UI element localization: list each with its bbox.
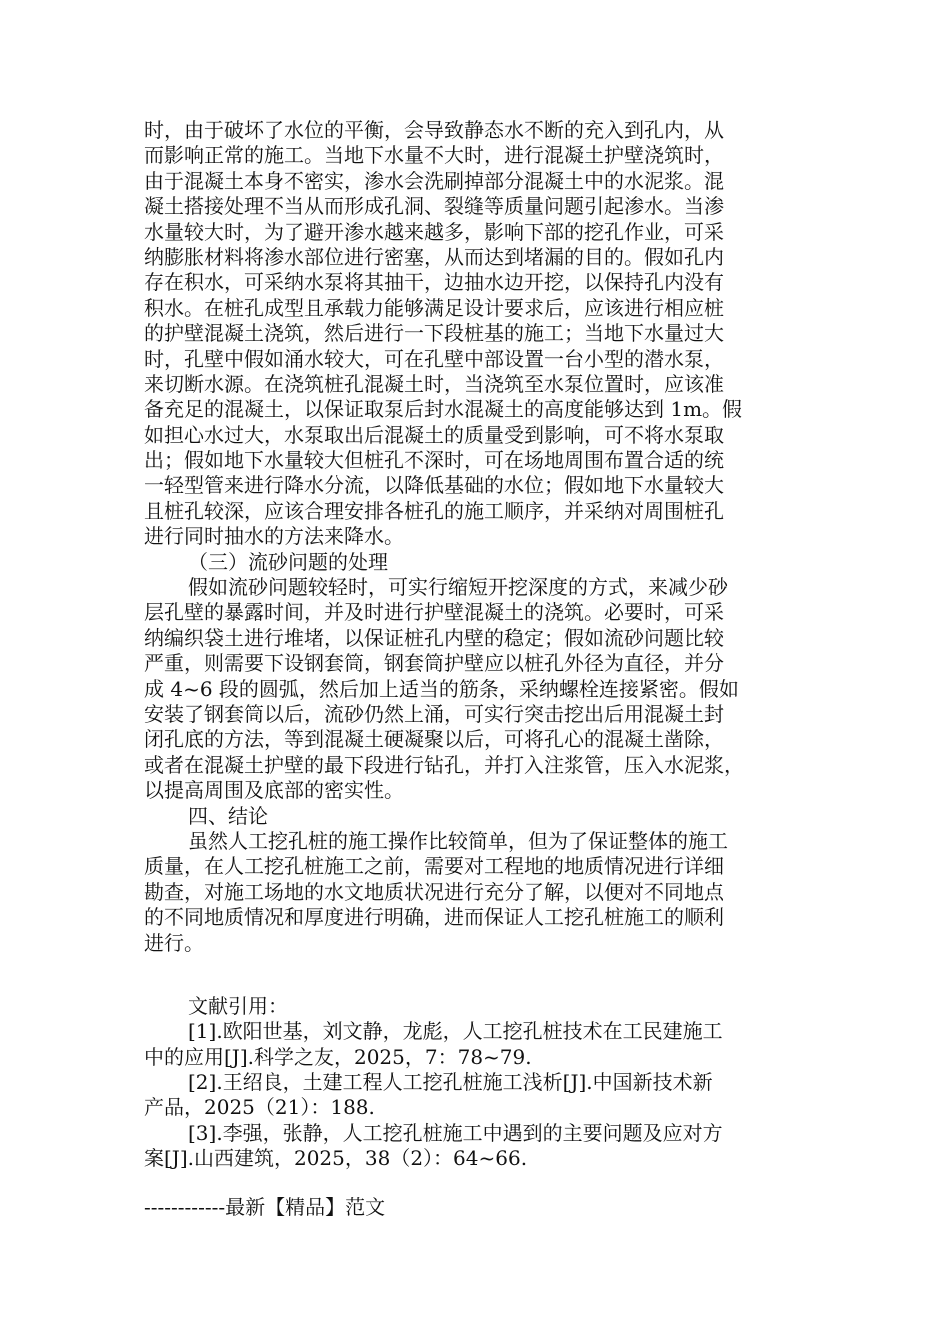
section-heading-sand: （三）流砂问题的处理 — [188, 549, 388, 574]
section-heading-conclusion: 四、结论 — [188, 803, 268, 828]
paragraph-quicksand — [144, 575, 814, 804]
text-line: 的护壁混凝土浇筑，然后进行一下段桩基的施工；当地下水量过大 — [144, 321, 724, 346]
text-line: 质量，在人工挖孔桩施工之前，需要对工程地的地质情况进行详细 — [144, 854, 724, 879]
reference-line: [1].欧阳世基，刘文静，龙彪，人工挖孔桩技术在工民建施工 — [188, 1019, 723, 1044]
text-line: 以提高周围及底部的密实性。 — [144, 778, 404, 803]
text-line: 安装了钢套筒以后，流砂仍然上涌，可实行突击挖出后用混凝土封 — [144, 701, 724, 726]
text-line: 时，孔壁中假如涌水较大，可在孔壁中部设置一台小型的潜水泵， — [144, 346, 724, 371]
text-line: 虽然人工挖孔桩的施工操作比较简单，但为了保证整体的施工 — [188, 828, 728, 853]
text-line: 进行同时抽水的方法来降水。 — [144, 524, 404, 549]
text-line: 层孔壁的暴露时间，并及时进行护壁混凝土的浇筑。必要时，可采 — [144, 600, 724, 625]
reference-line: 案[J].山西建筑，2025，38（2）：64~66. — [144, 1146, 528, 1171]
reference-line: [3].李强，张静，人工挖孔桩施工中遇到的主要问题及应对方 — [188, 1120, 723, 1145]
text-line: 由于混凝土本身不密实，渗水会洗刷掉部分混凝土中的水泥浆。混 — [144, 168, 724, 193]
text-line: 水量较大时，为了避开渗水越来越多，影响下部的挖孔作业，可采 — [144, 219, 724, 244]
text-line: 勘查，对施工场地的水文地质状况进行充分了解，以便对不同地点 — [144, 879, 724, 904]
reference-line: 中的应用[J].科学之友，2025，7：78~79. — [144, 1044, 532, 1069]
text-line: 成 4~6 段的圆弧，然后加上适当的筋条，采纳螺栓连接紧密。假如 — [144, 676, 739, 701]
paragraph-water-seepage — [144, 118, 814, 550]
reference-item — [144, 1121, 814, 1172]
paragraph-conclusion — [144, 829, 814, 956]
text-line: 进行。 — [144, 930, 204, 955]
reference-item — [144, 1070, 814, 1121]
text-line: 闭孔底的方法，等到混凝土硬凝聚以后，可将孔心的混凝土凿除， — [144, 727, 724, 752]
text-line: 来切断水源。在浇筑桩孔混凝土时，当浇筑至水泵位置时，应该准 — [144, 371, 724, 396]
text-line: 时，由于破坏了水位的平衡，会导致静态水不断的充入到孔内，从 — [144, 118, 724, 142]
text-line: 的不同地质情况和厚度进行明确，进而保证人工挖孔桩施工的顺利 — [144, 905, 724, 930]
text-line: 一轻型管来进行降水分流，以降低基础的水位；假如地下水量较大 — [144, 473, 724, 498]
page-footer: ------------最新【精品】范文 — [144, 1195, 386, 1219]
text-line: 或者在混凝土护壁的最下段进行钻孔，并打入注浆管，压入水泥浆， — [144, 752, 744, 777]
text-line: 严重，则需要下设钢套筒，钢套筒护壁应以桩孔外径为直径，并分 — [144, 651, 724, 676]
references-list — [144, 1019, 814, 1171]
text-line: 存在积水，可采纳水泵将其抽干，边抽水边开挖，以保持孔内没有 — [144, 270, 724, 295]
document-body — [144, 118, 814, 1172]
text-line: 出；假如地下水量较大但桩孔不深时，可在场地周围布置合适的统 — [144, 448, 724, 473]
spacer — [144, 956, 814, 994]
text-line: 积水。在桩孔成型且承载力能够满足设计要求后，应该进行相应桩 — [144, 295, 724, 320]
text-line: 纳编织袋土进行堆堵，以保证桩孔内壁的稳定；假如流砂问题比较 — [144, 625, 724, 650]
text-line: 备充足的混凝土，以保证取泵后封水混凝土的高度能够达到 1m。假 — [144, 397, 743, 422]
text-line: 纳膨胀材料将渗水部位进行密塞，从而达到堵漏的目的。假如孔内 — [144, 244, 724, 269]
text-line: 且桩孔较深，应该合理安排各桩孔的施工顺序，并采纳对周围桩孔 — [144, 498, 724, 523]
text-line: 假如流砂问题较轻时，可实行缩短开挖深度的方式，来减少砂 — [188, 575, 728, 600]
reference-item — [144, 1019, 814, 1070]
text-line: 而影响正常的施工。当地下水量不大时，进行混凝土护壁浇筑时， — [144, 143, 724, 168]
text-line: 如担心水过大，水泵取出后混凝土的质量受到影响，可不将水泵取 — [144, 422, 724, 447]
reference-line: [2].王绍良，土建工程人工挖孔桩施工浅析[J].中国新技术新 — [188, 1070, 713, 1095]
reference-line: 产品，2025（21）：188. — [144, 1095, 375, 1120]
text-line: 凝土搭接处理不当从而形成孔洞、裂缝等质量问题引起渗水。当渗 — [144, 194, 724, 219]
references-title: 文献引用： — [188, 993, 288, 1018]
